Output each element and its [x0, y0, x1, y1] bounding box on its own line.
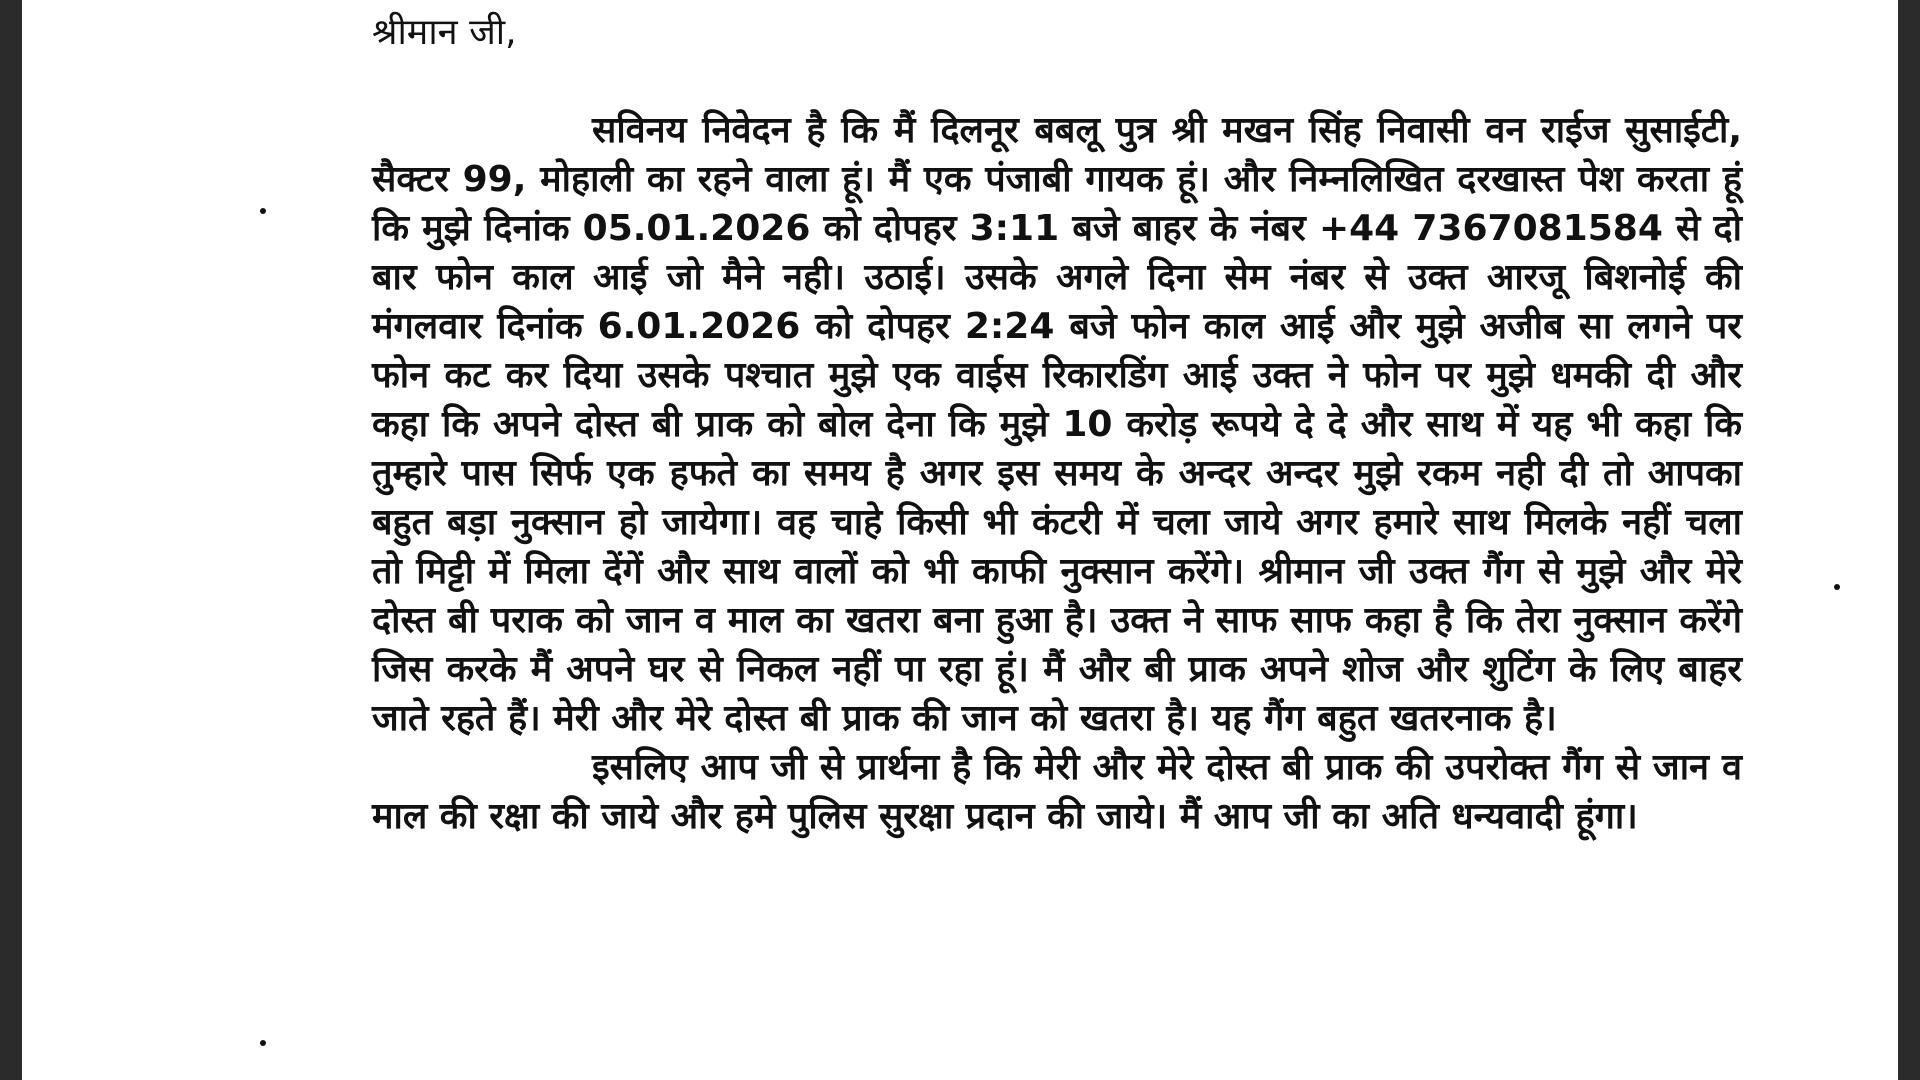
letter-body [372, 8, 1742, 841]
paragraph-request: इसलिए आप जी से प्रार्थना है कि मेरी और मेरे दोस्त बी प्राक की उपरोक्त गैंग से जान व माल की रक्षा की जाये और हमे पुलिस सुरक्षा प्रदान की जाये। मैं आप जी का अति धन्यवादी हूंगा। [372, 747, 1742, 837]
salutation: श्रीमान जी, [372, 12, 517, 53]
document-page [22, 0, 1898, 1080]
scan-speck-mark [260, 1040, 266, 1046]
paragraph-complaint: सविनय निवेदन है कि मैं दिलनूर बबलू पुत्र श्री मखन सिंह निवासी वन राईज सुसाईटी, सैक्टर 99, मोहाली का रहने वाला हूं। मैं एक पंजाबी गायक हूं। और निम्नलिखित दरखास्त पेश करता हूं कि मुझे दिनांक 05.01.2026 को दोपहर 3:11 बजे बाहर के नंबर +44 7367081584 से दो बार फोन काल आई जो मैने नही। उठाई। उसके अगले दिना सेम नंबर से उक्त आरजू बिशनोई की मंगलवार दिनांक 6.01.2026 को दोपहर 2:24 बजे फोन काल आई और मुझे अजीब सा लगने पर फोन कट कर दिया उसके पश्चात मुझे एक वाईस रिकारडिंग आई उक्त ने फोन पर मुझे धमकी दी और कहा कि अपने दोस्त बी प्राक को बोल देना कि मुझे 10 करोड़ रूपये दे दे और साथ में यह भी कहा कि तुम्हारे पास सिर्फ एक हफते का समय है अगर इस समय के अन्दर अन्दर मुझे रकम नही दी तो आपका बहुत बड़ा नुक्सान हो जायेगा। वह चाहे किसी भी कंटरी में चला जाये अगर हमारे साथ मिलके नहीं चला तो मिट्टी में मिला देंगें और साथ वालों को भी काफी नुक्सान करेंगे। श्रीमान जी उक्त गैंग से मुझे और मेरे दोस्त बी पराक को जान व माल का खतरा बना हुआ है। उक्त ने साफ साफ कहा है कि तेरा नुक्सान करेंगे जिस करके मैं अपने घर से निकल नहीं पा रहा हूं। मैं और बी प्राक अपने शोज और शुटिंग के लिए बाहर जाते रहते हैं। मेरी और मेरे दोस्त बी प्राक की जान को खतरा है। यह गैंग बहुत खतरनाक है। [372, 110, 1742, 739]
scan-speck-mark [1834, 584, 1840, 590]
scan-speck-mark [260, 208, 266, 214]
